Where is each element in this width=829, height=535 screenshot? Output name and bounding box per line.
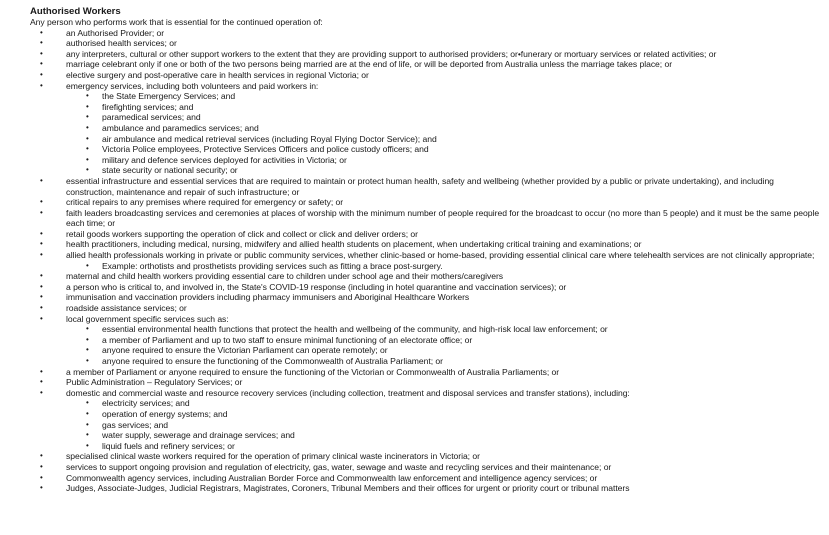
list-item	[30, 292, 821, 303]
bullet-icon: •	[40, 228, 43, 238]
sub-list-item-text: gas services; and	[102, 419, 169, 430]
sub-list-item	[66, 112, 821, 123]
list-item	[30, 314, 821, 367]
sub-list-item	[66, 356, 821, 367]
list-item-text: specialised clinical waste workers required for the operation of primary clinical waste incinerators in Victoria; or	[66, 451, 480, 462]
list-item	[30, 28, 821, 39]
bullet-icon: •	[86, 419, 89, 429]
list-item-text: allied health professionals working in private or public community services, whether clinic-based or home-based, providing essential clinical care where telehealth services are not clinically appropriate;	[66, 250, 815, 261]
list-item-text: roadside assistance services; or	[66, 303, 187, 314]
sub-list-item	[66, 409, 821, 420]
bullet-icon: •	[40, 80, 43, 90]
list-item	[30, 81, 821, 176]
sub-list-item	[66, 165, 821, 176]
list-item-text: Public Administration – Regulatory Services; or	[66, 377, 243, 388]
sub-list-item-text: essential environmental health functions that protect the health and wellbeing of the community, and high-risk local law enforcement; or	[102, 324, 608, 335]
list-item	[30, 282, 821, 293]
bullet-icon: •	[86, 101, 89, 111]
bullet-icon: •	[40, 27, 43, 37]
sub-list-item	[66, 155, 821, 166]
bullet-icon: •	[86, 260, 89, 270]
bullet-icon: •	[40, 472, 43, 482]
intro-text: Any person who performs work that is essential for the continued operation of:	[30, 17, 323, 27]
list-item	[30, 176, 821, 197]
bullet-icon: •	[86, 122, 89, 132]
list-item-text: domestic and commercial waste and resource recovery services (including collection, treatment and disposal services and transfer stations), including:	[66, 387, 630, 398]
bullet-icon: •	[86, 133, 89, 143]
sub-list-item-text: operation of energy systems; and	[102, 408, 228, 419]
list-item-text: immunisation and vaccination providers including pharmacy immunisers and Aboriginal Healthcare Workers	[66, 292, 470, 303]
bullet-icon: •	[86, 91, 89, 101]
sub-list	[66, 324, 821, 366]
list-item-text: health practitioners, including medical, nursing, midwifery and allied health students on placement, when undertaking critical training and examinations; or	[66, 239, 642, 250]
sub-list-item-text: Example: orthotists and prosthetists providing services such as fitting a brace post-surgery.	[102, 260, 443, 271]
sub-list-item	[66, 144, 821, 155]
sub-list-item	[66, 261, 821, 272]
list-item-text: Commonwealth agency services, including Australian Border Force and Commonwealth law enforcement and intelligence agency services; or	[66, 472, 598, 483]
bullet-icon: •	[86, 324, 89, 334]
bullet-icon: •	[86, 165, 89, 175]
list-item	[30, 483, 821, 494]
sub-list-item-text: paramedical services; and	[102, 112, 201, 123]
list-item	[30, 197, 821, 208]
bullet-icon: •	[40, 281, 43, 291]
bullet-icon: •	[40, 483, 43, 493]
bullet-icon: •	[86, 408, 89, 418]
sub-list-item-text: anyone required to ensure the functioning of the Commonwealth of Australia Parliament; or	[102, 356, 443, 366]
list-item	[30, 49, 821, 60]
sub-list-item	[66, 430, 821, 441]
list-item-text: marriage celebrant only if one or both of the two persons being married are at the end of life, or will be deported from Australia unless the marriage takes place; or	[66, 59, 673, 70]
bullet-icon: •	[40, 197, 43, 207]
sub-list-item	[66, 102, 821, 113]
sub-list-item	[66, 324, 821, 335]
sub-list-item-text: electricity services; and	[102, 398, 190, 409]
bullet-icon: •	[40, 451, 43, 461]
bullet-icon: •	[40, 48, 43, 58]
list-item	[30, 462, 821, 473]
sub-list-item	[66, 398, 821, 409]
list-item-text: local government specific services such as:	[66, 313, 229, 324]
sub-list-item	[66, 335, 821, 346]
list-item	[30, 208, 821, 229]
section-title: Authorised Workers	[30, 6, 121, 17]
bullet-icon: •	[86, 356, 89, 365]
bullet-icon: •	[40, 366, 43, 376]
bullet-icon: •	[86, 154, 89, 164]
sub-list-item	[66, 441, 821, 452]
bullet-icon: •	[86, 144, 89, 154]
bullet-icon: •	[86, 112, 89, 122]
sub-list-item	[66, 134, 821, 145]
list-item-text: services to support ongoing provision and regulation of electricity, gas, water, sewage and waste and recycling services and their maintenance; or	[66, 461, 612, 472]
list-item	[30, 70, 821, 81]
list-item	[30, 229, 821, 240]
sub-list-item-text: ambulance and paramedics services; and	[102, 122, 259, 133]
sub-list-item-text: firefighting services; and	[102, 101, 194, 112]
sub-list-item-text: liquid fuels and refinery services; or	[102, 440, 235, 451]
list-item-text: a person who is critical to, and involved in, the State's COVID-19 response (including in hotel quarantine and vaccination services); or	[66, 281, 567, 292]
bullet-icon: •	[40, 271, 43, 281]
list-item	[30, 388, 821, 452]
sub-list-item-text: military and defence services deployed for activities in Victoria; or	[102, 154, 347, 165]
bullet-icon: •	[40, 292, 43, 302]
sub-list-item-text: air ambulance and medical retrieval services (including Royal Flying Doctor Service); and	[102, 133, 437, 144]
list-item	[30, 367, 821, 378]
list-item-text: emergency services, including both volunteers and paid workers in:	[66, 80, 319, 91]
sub-list	[66, 398, 821, 451]
bullet-icon: •	[86, 430, 89, 440]
list-item-text: authorised health services; or	[66, 38, 177, 49]
sub-list-item-text: a member of Parliament and up to two staff to ensure minimal functioning of an electorate office; or	[102, 334, 473, 345]
sub-list-item-text: Victoria Police employees, Protective Services Officers and police custody officers; and	[102, 144, 429, 155]
bullet-icon: •	[40, 387, 43, 397]
bullet-icon: •	[86, 440, 89, 450]
bullet-icon: •	[40, 38, 43, 48]
list-item	[30, 377, 821, 388]
list-item	[30, 59, 821, 70]
sub-list-item-text: water supply, sewerage and drainage services; and	[102, 430, 295, 441]
list-item-text: elective surgery and post-operative care in health services in regional Victoria; or	[66, 69, 369, 80]
list-item-text: faith leaders broadcasting services and ceremonies at places of worship with the minimum number of people required for the broadcast to occur (no more than 5 people) and it must be the same people each time; or	[66, 207, 820, 229]
bullet-icon: •	[40, 461, 43, 471]
bullet-icon: •	[40, 313, 43, 323]
sub-list	[66, 261, 821, 272]
list-item-text: essential infrastructure and essential services that are required to maintain or protect human health, safety and wellbeing (whether provided by a public or private undertaking), and including construction, maintenance and repair of such infrastructure; or	[66, 175, 774, 197]
bullet-icon: •	[86, 345, 89, 355]
list-item	[30, 473, 821, 484]
list-item	[30, 239, 821, 250]
authorised-workers-list	[30, 28, 821, 494]
sub-list-item	[66, 91, 821, 102]
bullet-icon: •	[40, 377, 43, 387]
list-item-text: Judges, Associate-Judges, Judicial Registrars, Magistrates, Coroners, Tribunal Members and their offices for urgent or priority court or tribunal matters	[66, 483, 630, 494]
list-item	[30, 451, 821, 462]
list-item-text: an Authorised Provider; or	[66, 27, 165, 38]
sub-list-item-text: the State Emergency Services; and	[102, 91, 236, 102]
bullet-icon: •	[40, 175, 43, 185]
bullet-icon: •	[40, 303, 43, 313]
bullet-icon: •	[40, 59, 43, 69]
bullet-icon: •	[40, 239, 43, 249]
sub-list-item	[66, 345, 821, 356]
list-item	[30, 38, 821, 49]
sub-list	[66, 91, 821, 176]
sub-list-item	[66, 420, 821, 431]
bullet-icon: •	[40, 207, 43, 217]
sub-list-item	[66, 123, 821, 134]
bullet-icon: •	[40, 69, 43, 79]
bullet-icon: •	[86, 398, 89, 408]
list-item	[30, 271, 821, 282]
list-item-text: any interpreters, cultural or other support workers to the extent that they are providing support to authorised providers; or•funerary or mortuary services or related activities; or	[66, 48, 717, 59]
list-item-text: critical repairs to any premises where required for emergency or safety; or	[66, 197, 344, 208]
list-item-text: maternal and child health workers providing essential care to children under school age and their mothers/caregivers	[66, 271, 504, 282]
bullet-icon: •	[40, 250, 43, 260]
list-item-text: a member of Parliament or anyone required to ensure the functioning of the Victorian or Commonwealth of Australia Parliaments; or	[66, 366, 560, 377]
list-item-text: retail goods workers supporting the operation of click and collect or click and deliver orders; or	[66, 228, 418, 239]
bullet-icon: •	[86, 334, 89, 344]
sub-list-item-text: state security or national security; or	[102, 165, 238, 176]
list-item	[30, 250, 821, 271]
sub-list-item-text: anyone required to ensure the Victorian Parliament can operate remotely; or	[102, 345, 388, 356]
list-item	[30, 303, 821, 314]
